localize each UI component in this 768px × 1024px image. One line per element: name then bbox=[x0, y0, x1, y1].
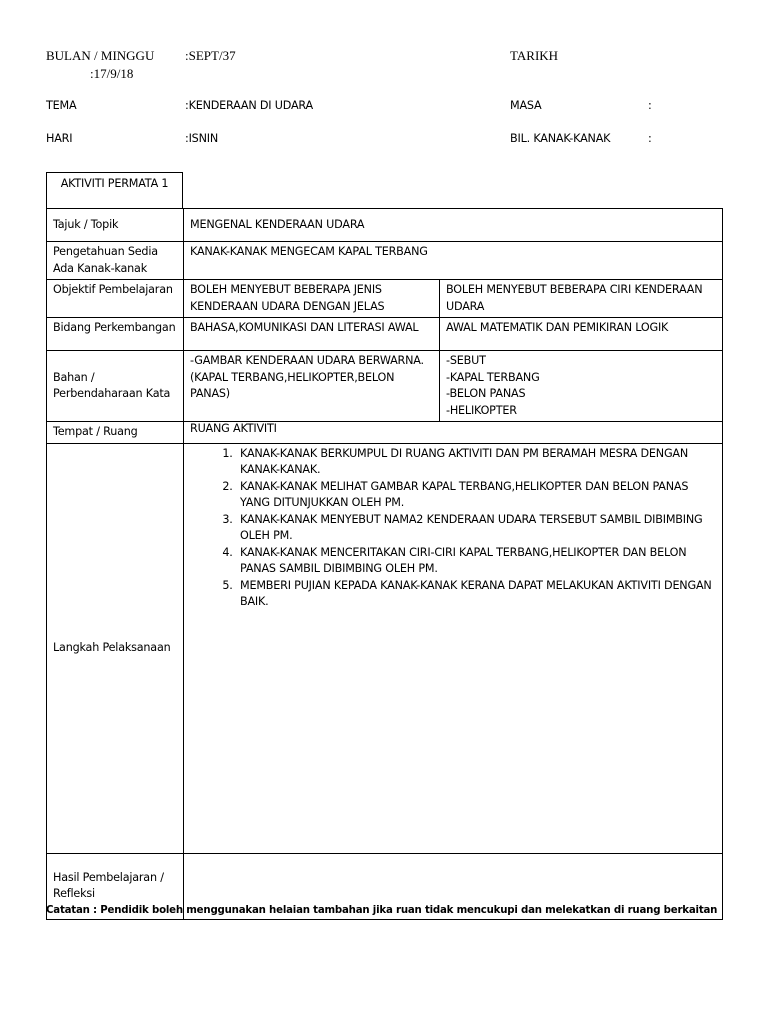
step-item: 4. KANAK-KANAK MENCERITAKAN CIRI-CIRI KAPAL TERBANG,HELIKOPTER DAN BELON PANAS SAMBIL DIBIMBING OLEH PM. bbox=[236, 545, 716, 578]
activity-title-text: AKTIVITI PERMATA 1 bbox=[60, 177, 169, 190]
objective-row bbox=[47, 280, 723, 318]
hari-label: HARI bbox=[46, 132, 73, 145]
steps-row bbox=[47, 443, 723, 853]
activity-title bbox=[46, 172, 183, 208]
hari-value: :ISNIN bbox=[185, 132, 219, 145]
topic-value: MENGENAL KENDERAAN UDARA bbox=[184, 209, 723, 242]
vocab-item: -HELIKOPTER bbox=[446, 403, 517, 417]
footnote: Catatan : Pendidik boleh menggunakan helaian tambahan jika ruan tidak mencukupi dan melekatkan di ruang berkaitan bbox=[46, 905, 718, 916]
objective-label: Objektif Pembelajaran bbox=[47, 280, 184, 318]
reflection-label: Hasil Pembelajaran / Refleksi bbox=[47, 853, 184, 919]
place-value: RUANG AKTIVITI bbox=[184, 422, 723, 444]
place-row bbox=[47, 422, 723, 444]
domain-label: Bidang Perkembangan bbox=[47, 318, 184, 351]
topic-row bbox=[47, 209, 723, 242]
objective-1: BOLEH MENYEBUT BEBERAPA JENIS KENDERAAN UDARA DENGAN JELAS bbox=[184, 280, 440, 318]
materials-value: -GAMBAR KENDERAAN UDARA BERWARNA. (KAPAL TERBANG,HELIKOPTER,BELON PANAS) bbox=[184, 351, 440, 422]
step-item: 1. KANAK-KANAK BERKUMPUL DI RUANG AKTIVITI DAN PM BERAMAH MESRA DENGAN KANAK-KANAK. bbox=[236, 446, 716, 479]
bil-kanak-colon: : bbox=[648, 132, 652, 145]
place-label: Tempat / Ruang bbox=[47, 422, 184, 444]
objective-2: BOLEH MENYEBUT BEBERAPA CIRI KENDERAAN UDARA bbox=[440, 280, 723, 318]
masa-label: MASA bbox=[510, 99, 542, 112]
steps-cell bbox=[184, 443, 723, 853]
steps-list bbox=[190, 446, 716, 611]
vocab-item: -BELON PANAS bbox=[446, 387, 526, 400]
vocab-item: -KAPAL TERBANG bbox=[446, 370, 540, 384]
step-item: 3. KANAK-KANAK MENYEBUT NAMA2 KENDERAAN UDARA TERSEBUT SAMBIL DIBIMBING OLEH PM. bbox=[236, 512, 716, 545]
tarikh-label: TARIKH bbox=[510, 48, 559, 63]
vocabulary-cell bbox=[440, 351, 723, 422]
steps-label: Langkah Pelaksanaan bbox=[47, 443, 184, 853]
tema-label: TEMA bbox=[46, 99, 77, 112]
prior-knowledge-row bbox=[47, 242, 723, 280]
step-item: 5. MEMBERI PUJIAN KEPADA KANAK-KANAK KERANA DAPAT MELAKUKAN AKTIVITI DENGAN BAIK. bbox=[236, 578, 716, 611]
date-value: :17/9/18 bbox=[90, 66, 134, 81]
prior-knowledge-label: Pengetahuan Sedia Ada Kanak-kanak bbox=[47, 242, 184, 280]
bulan-minggu-value: :SEPT/37 bbox=[185, 48, 236, 63]
vocab-item: -SEBUT bbox=[446, 354, 486, 367]
domain-row bbox=[47, 318, 723, 351]
masa-colon: : bbox=[648, 99, 652, 112]
bil-kanak-label: BIL. KANAK-KANAK bbox=[510, 132, 611, 145]
topic-label: Tajuk / Topik bbox=[47, 209, 184, 242]
materials-label: Bahan / Perbendaharaan Kata bbox=[47, 351, 184, 422]
domain-1: BAHASA,KOMUNIKASI DAN LITERASI AWAL bbox=[184, 318, 440, 351]
domain-2: AWAL MATEMATIK DAN PEMIKIRAN LOGIK bbox=[440, 318, 723, 351]
materials-row bbox=[47, 351, 723, 422]
step-item: 2. KANAK-KANAK MELIHAT GAMBAR KAPAL TERBANG,HELIKOPTER DAN BELON PANAS YANG DITUNJUKKAN OLEH PM. bbox=[236, 479, 716, 512]
tema-value: :KENDERAAN DI UDARA bbox=[185, 99, 313, 112]
lesson-plan-table bbox=[46, 208, 723, 920]
bulan-minggu-label: BULAN / MINGGU bbox=[46, 48, 155, 63]
prior-knowledge-value: KANAK-KANAK MENGECAM KAPAL TERBANG bbox=[184, 242, 723, 280]
